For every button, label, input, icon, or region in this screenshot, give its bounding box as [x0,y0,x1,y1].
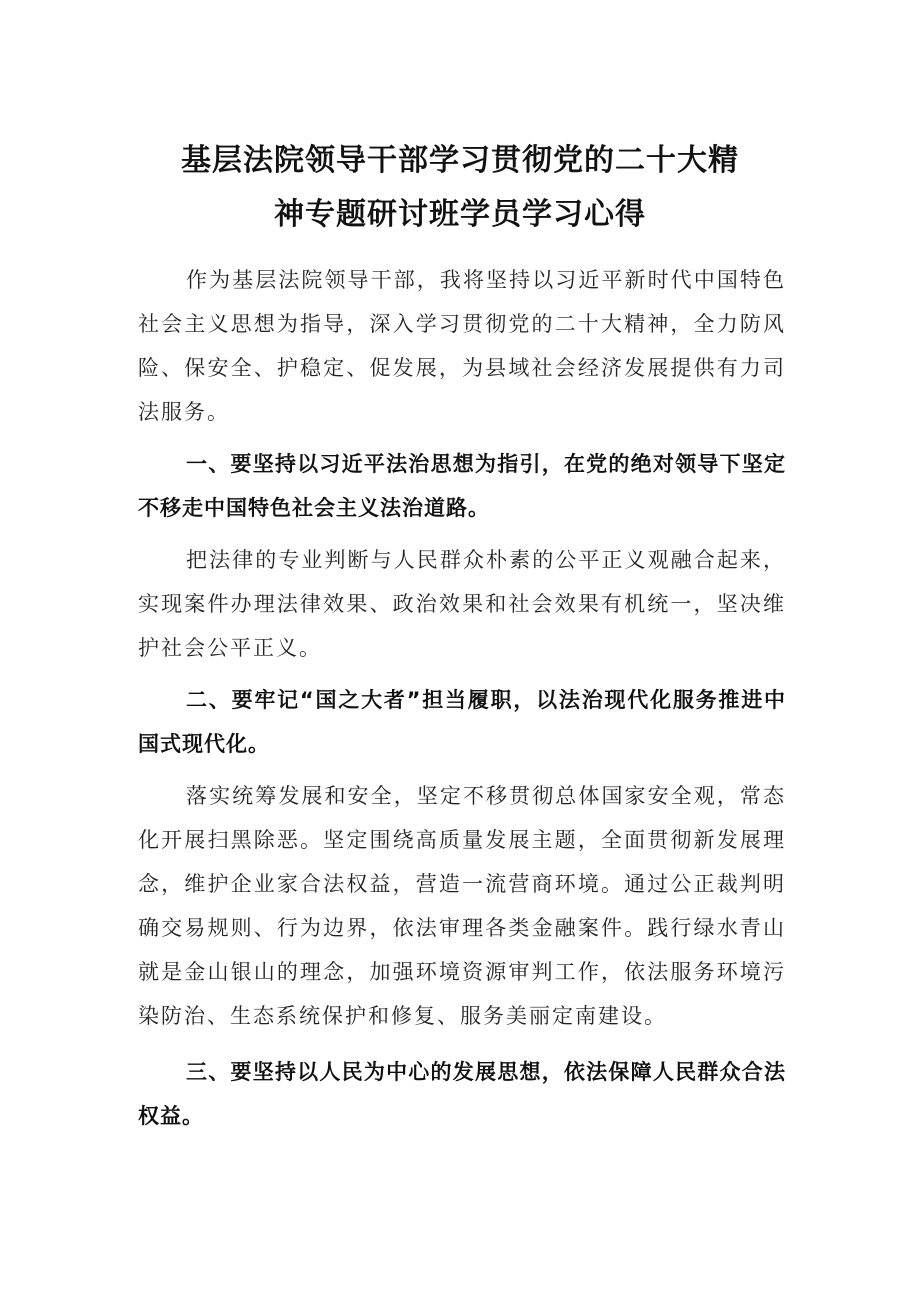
intro-paragraph: 作为基层法院领导干部，我将坚持以习近平新时代中国特色社会主义思想为指导，深入学习贯彻党的二十大精神，全力防风险、保安全、护稳定、促发展，为县域社会经济发展提供有力司法服务。 [138,268,786,424]
section-heading-1: 一、要坚持以习近平法治思想为指引，在党的绝对领导下坚定不移走中国特色社会主义法治道路。 [138,452,786,520]
document-body [138,258,786,1138]
document-title-line-2: 神专题研讨班学员学习心得 [274,197,646,232]
section-heading-2: 二、要牢记“国之大者”担当履职，以法治现代化服务推进中国式现代化。 [138,688,786,756]
section-2-paragraph: 落实统筹发展和安全，坚定不移贯彻总体国家安全观，常态化开展扫黑除恶。坚定围绕高质量发展主题，全面贯彻新发展理念，维护企业家合法权益，营造一流营商环境。通过公正裁判明确交易规则、行为边界，依法审理各类金融案件。践行绿水青山就是金山银山的理念，加强环境资源审判工作，依法服务环境污染防治、生态系统保护和修复、服务美丽定南建设。 [138,784,786,1028]
section-heading-3: 三、要坚持以人民为中心的发展思想，依法保障人民群众合法权益。 [138,1060,786,1128]
section-1-paragraph: 把法律的专业判断与人民群众朴素的公平正义观融合起来，实现案件办理法律效果、政治效果和社会效果有机统一，坚决维护社会公平正义。 [138,548,786,660]
document-title-line-1: 基层法院领导干部学习贯彻党的二十大精 [181,143,739,178]
